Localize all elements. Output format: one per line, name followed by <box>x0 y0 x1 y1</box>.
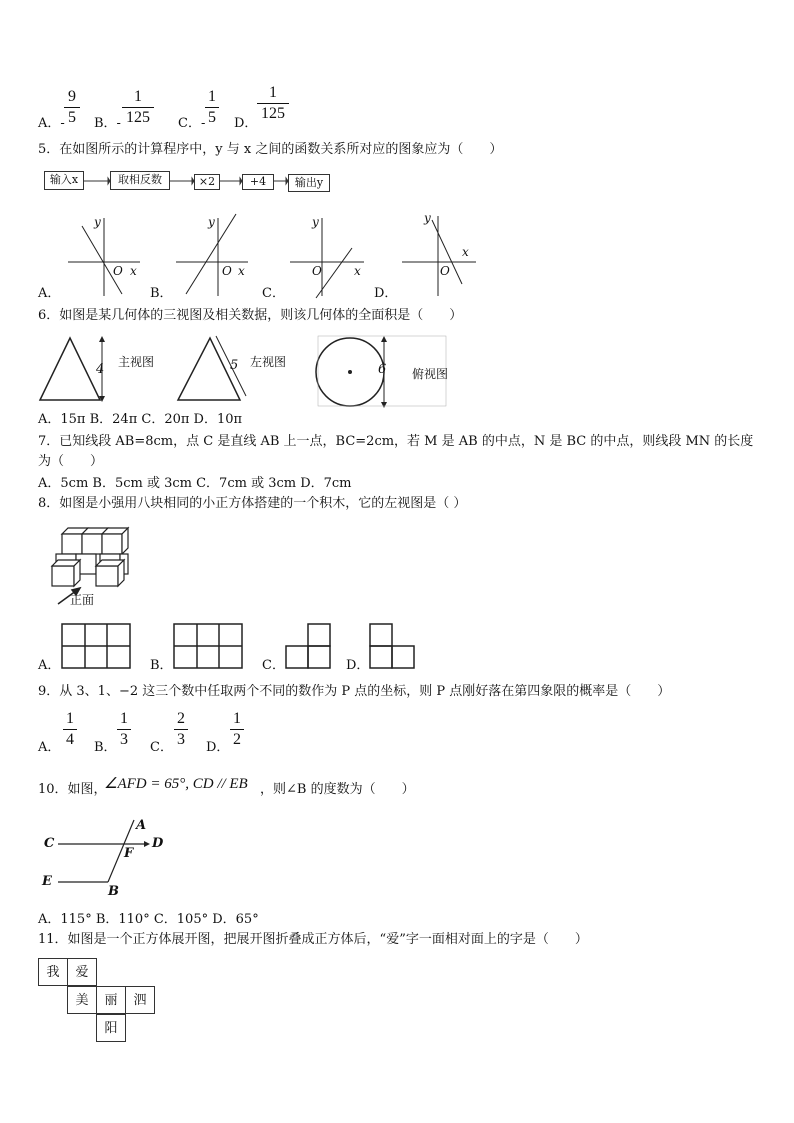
q8-opt-a: A． <box>38 658 61 673</box>
q6-front-label: 主视图 <box>118 355 155 369</box>
q8-stem: 8．如图是小强用八块相同的小正方体搭建的一个积木，它的左视图是（ ） <box>38 496 467 511</box>
q5-b-origin: O <box>222 264 232 278</box>
net-cell-li: 丽 <box>96 986 126 1014</box>
q8-opt-c: C． <box>262 658 285 673</box>
q10-label-b: B <box>108 884 119 899</box>
q4-opt-b-fraction: 1 125 <box>122 88 154 127</box>
net-cell-mei: 美 <box>67 986 97 1014</box>
q7-stem-line1: 7．已知线段 AB=8cm，点 C 是直线 AB 上一点，BC=2cm，若 M 是 AB 的中点，N 是 BC 的中点，则线段 MN 的长度 <box>38 434 754 449</box>
q9-opt-a-label: A． <box>38 740 61 755</box>
q4-opt-d-label: D． <box>234 116 258 131</box>
q10-stem-suffix: ，则∠B 的度数为（ ） <box>260 782 415 797</box>
net-cell-ai: 爱 <box>67 958 97 986</box>
q6-left-label: 左视图 <box>250 355 287 369</box>
net-cell-yang: 阳 <box>96 1014 126 1042</box>
q4-opt-d-fraction: 1 125 <box>257 84 289 123</box>
q5-opt-b: B． <box>150 286 173 301</box>
flow-plus4-box: +4 <box>242 174 274 190</box>
q6-options: A．15π B．24π C．20π D．10π <box>38 412 243 427</box>
q5-c-origin: O <box>312 264 322 278</box>
flow-input-box: 输入x <box>44 171 84 190</box>
q10-label-a: A <box>136 818 147 833</box>
q5-c-y-label: y <box>312 215 319 229</box>
q10-label-f: F <box>124 846 134 861</box>
flow-times2-box: ×2 <box>194 174 220 190</box>
q5-b-y-label: y <box>208 215 215 229</box>
q9-opt-c-fraction: 2 3 <box>174 710 188 749</box>
q5-d-origin: O <box>440 264 450 278</box>
q6-top-dim: 6 <box>378 362 387 377</box>
flow-output-box: 输出y <box>288 174 330 192</box>
q10-stem-prefix: 10．如图， <box>38 782 107 797</box>
q6-top-label: 俯视图 <box>412 367 449 381</box>
q4-opt-b-label: B．- <box>94 116 121 131</box>
q9-stem: 9．从 3、1、−2 这三个数中任取两个不同的数作为 P 点的坐标，则 P 点刚好落在第四象限的概率是（ ） <box>38 684 671 699</box>
net-cell-wo: 我 <box>38 958 68 986</box>
q6-left-dim: 5 <box>230 358 239 373</box>
q9-opt-a-fraction: 1 4 <box>63 710 77 749</box>
q11-stem: 11．如图是一个正方体展开图，把展开图折叠成正方体后，“爱”字一面相对面上的字是（ ） <box>38 932 588 947</box>
q8-opt-d: D． <box>346 658 370 673</box>
q5-a-origin: O <box>113 264 123 278</box>
q7-options: A．5cm B．5cm 或 3cm C．7cm 或 3cm D．7cm <box>38 476 352 491</box>
q5-b-x-label: x <box>238 264 245 278</box>
q9-opt-b-fraction: 1 3 <box>117 710 131 749</box>
q4-opt-a-fraction: 9 5 <box>64 88 80 127</box>
q4-opt-c-label: C．- <box>178 116 206 131</box>
q5-c-x-label: x <box>354 264 361 278</box>
flow-negate-box: 取相反数 <box>110 171 170 190</box>
q5-d-y-label: y <box>424 211 431 225</box>
q4-opt-c-fraction: 1 5 <box>205 88 219 127</box>
q10-label-c: C <box>44 836 55 851</box>
q10-label-e: E <box>42 874 52 889</box>
q10-condition: ∠AFD = 65°, CD // EB <box>104 776 248 792</box>
q5-a-x-label: x <box>130 264 137 278</box>
q5-opt-a: A． <box>38 286 61 301</box>
net-cell-si: 泗 <box>125 986 155 1014</box>
q8-front-label: 正面 <box>70 593 95 607</box>
q5-a-y-label: y <box>94 215 101 229</box>
q8-opt-b: B． <box>150 658 173 673</box>
q6-stem: 6．如图是某几何体的三视图及相关数据，则该几何体的全面积是（ ） <box>38 308 463 323</box>
q5-opt-d: D． <box>374 286 398 301</box>
q4-opt-a-label: A．- <box>38 116 65 131</box>
q5-d-x-label: x <box>462 245 469 259</box>
q7-stem-line2: 为（ ） <box>38 454 104 469</box>
q9-opt-c-label: C． <box>150 740 173 755</box>
q10-options: A．115° B．110° C．105° D．65° <box>38 912 259 927</box>
q9-opt-d-fraction: 1 2 <box>230 710 244 749</box>
q10-label-d: D <box>152 836 164 851</box>
q5-opt-c: C． <box>262 286 285 301</box>
q9-opt-d-label: D． <box>206 740 230 755</box>
q9-opt-b-label: B． <box>94 740 117 755</box>
q6-front-dim: 4 <box>96 362 105 377</box>
q5-stem: 5．在如图所示的计算程序中，y 与 x 之间的函数关系所对应的图象应为（ ） <box>38 142 503 157</box>
